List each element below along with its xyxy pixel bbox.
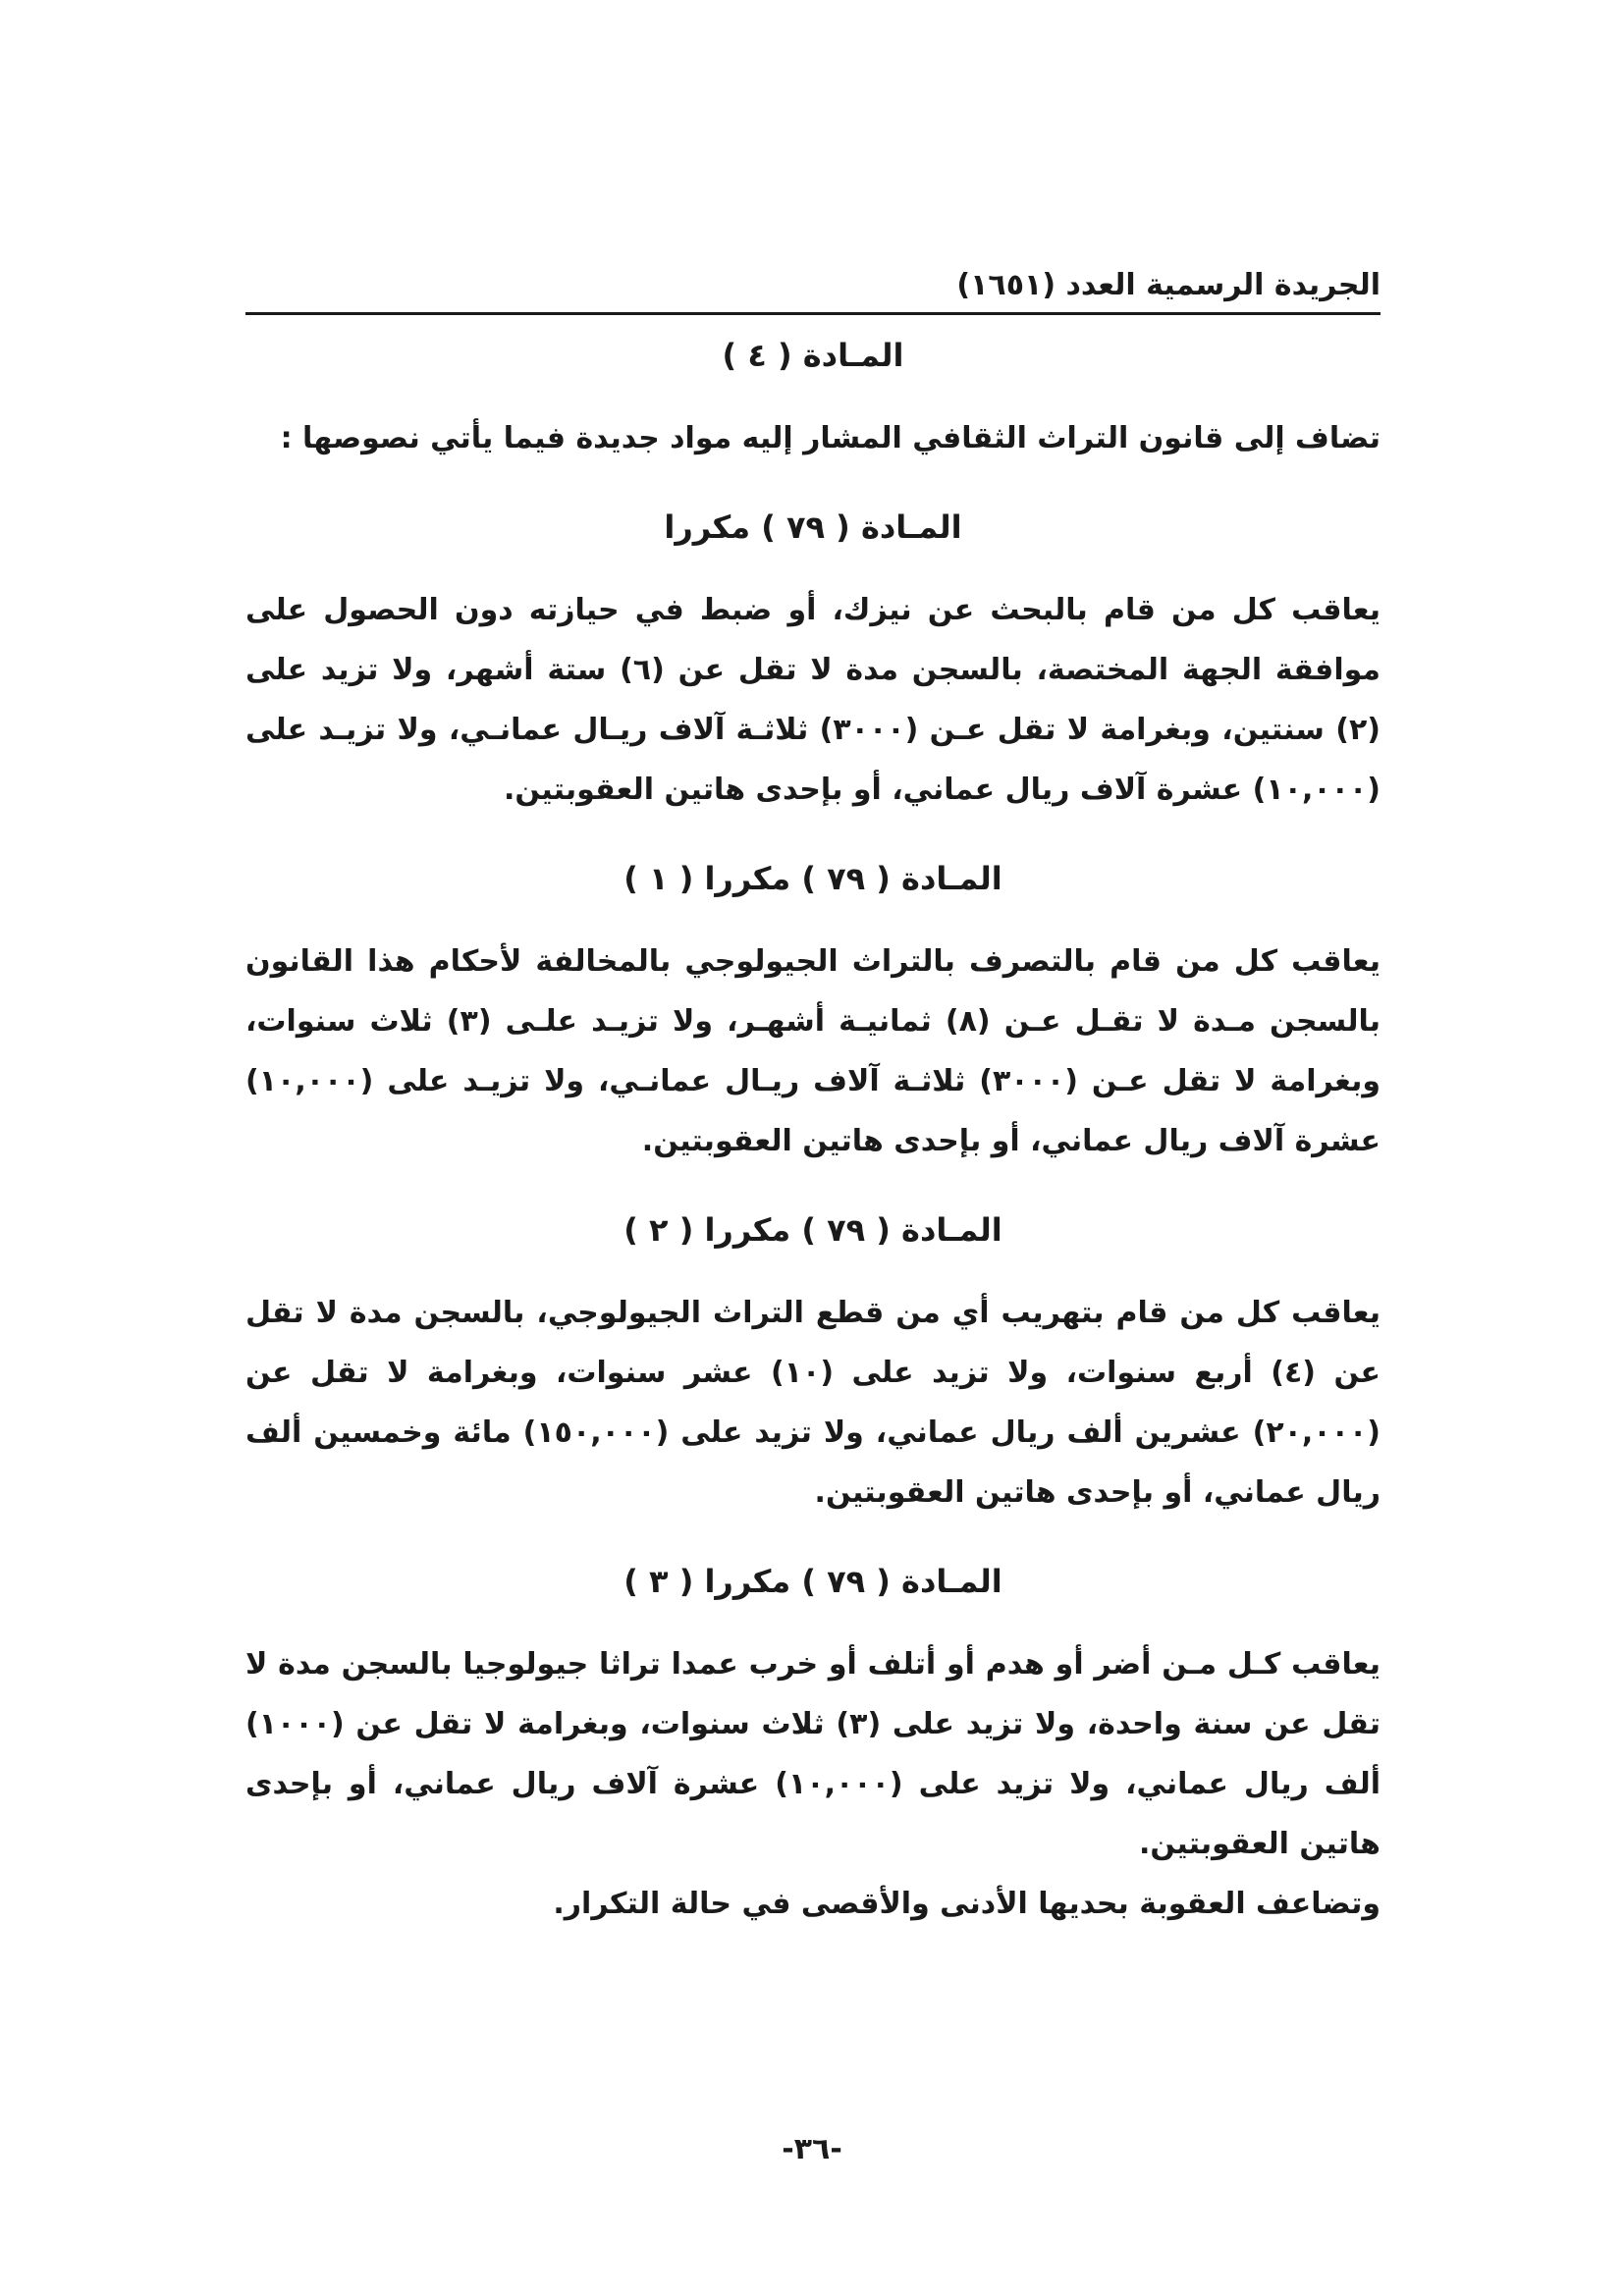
article-title: المـادة ( ٧٩ ) مكررا: [664, 508, 962, 546]
article-title: المـادة ( ٧٩ ) مكررا ( ٢ ): [623, 1211, 1002, 1249]
article-paragraph: يعاقب كل من قام بالبحث عن نيزك، أو ضبط في حيازته دون الحصول على موافقة الجهة المختصة، بالسجن مدة لا تقل عن (٦) ستة أشهر، ولا تزيد على (٢) سنتين، وبغرامة لا تقل عـن (٣٠٠٠) ثلاثـة آلاف ريـال عمانـي، ولا تزيـد على (١٠,٠٠٠) عشرة آلاف ريال عماني، أو بإحدى هاتين العقوبتين.: [245, 593, 1381, 807]
article-paragraph: وتضاعف العقوبة بحديها الأدنى والأقصى في حالة التكرار.: [553, 1887, 1380, 1921]
running-header: الجريدة الرسمية العدد (١٦٥١): [956, 268, 1380, 302]
article-paragraph: يعاقب كـل مـن أضر أو هدم أو أتلف أو خرب عمدا تراثا جيولوجيا بالسجن مدة لا تقل عن سنة واحدة، ولا تزيد على (٣) ثلاث سنوات، وبغرامة لا تقل عن (١٠٠٠) ألف ريال عماني، ولا تزيد على (١٠,٠٠٠) عشرة آلاف ريال عماني، أو بإحدى هاتين العقوبتين.: [245, 1647, 1380, 1861]
page-content: [245, 324, 1380, 1934]
article-paragraph: يعاقب كل من قام بتهريب أي من قطع التراث الجيولوجي، بالسجن مدة لا تقل عن (٤) أربع سنوات، ولا تزيد على (١٠) عشر سنوات، وبغرامة لا تقل عن (٢٠,٠٠٠) عشرين ألف ريال عماني، ولا تزيد على (١٥٠,٠٠٠) مائة وخمسين ألف ريال عماني، أو بإحدى هاتين العقوبتين.: [245, 1296, 1380, 1510]
article-paragraph: يعاقب كل من قام بالتصرف بالتراث الجيولوجي بالمخالفة لأحكام هذا القانون بالسجن مـدة لا تقـل عـن (٨) ثمانيـة أشهـر، ولا تزيـد علـى (٣) ثلاث سنوات، وبغرامة لا تقل عـن (٣٠٠٠) ثلاثـة آلاف ريـال عمانـي، ولا تزيـد على (١٠,٠٠٠) عشرة آلاف ريال عماني، أو بإحدى هاتين العقوبتين.: [245, 944, 1380, 1158]
article-title: المـادة ( ٤ ): [722, 337, 904, 374]
article-paragraph: تضاف إلى قانون التراث الثقافي المشار إليه مواد جديدة فيما يأتي نصوصها :: [280, 421, 1380, 455]
article-title: المـادة ( ٧٩ ) مكررا ( ١ ): [623, 860, 1002, 897]
header-divider: [245, 312, 1380, 315]
article-title: المـادة ( ٧٩ ) مكررا ( ٣ ): [623, 1563, 1002, 1600]
page-number: -٣٦-: [782, 2132, 842, 2166]
